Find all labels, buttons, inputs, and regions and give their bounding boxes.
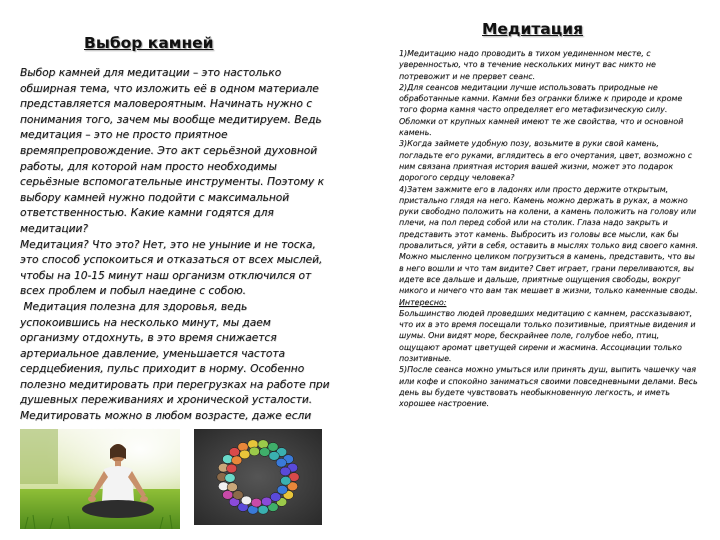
left-paragraph: Медитация полезна для здоровья, ведь успокоившись на несколько минут, мы даем организму отдохнуть, в это время снижается артериальное давление, уменьшается частота сердцебиения, пульс приходит в норму. Особенно полезно медитировать при перегрузках на работе при душевных переживаниях и хронической усталости. Медитировать можно в любом возрасте, даже если [20, 300, 330, 423]
right-paragraph: 2)Для сеансов медитации лучше использовать природные не обработанные камни. Камни без огранки ближе к природе и кроме того форма камня часто определяет его метафизическую силу. Обломки от крупных камней имеют те же свойства, что и основной камень. [399, 82, 684, 138]
meditation-photo [20, 429, 180, 529]
gemstone [281, 476, 291, 485]
gemstone [269, 452, 279, 461]
right-paragraph: Можно мысленно целиком погрузиться в камень, представить, что вы в него вошли и что там видите? Свет играет, грани переливаются, вы идете все дальше и дальше, приятные ощущения свободы, вокруг никого и ничего что вам так мешает в жизни, только каменные своды. [399, 252, 698, 296]
gemstone [249, 447, 259, 456]
gemstone [240, 450, 250, 459]
gemstone [270, 493, 280, 502]
gemstone [251, 498, 261, 507]
gemstone [260, 448, 270, 457]
gemstone [277, 485, 287, 494]
left-body [20, 66, 330, 440]
gemstone [229, 448, 239, 457]
gemstone [227, 483, 237, 492]
gemstone [241, 496, 251, 505]
right-paragraph: 3)Когда займете удобную позу, возьмите в руки свой камень, погладьте его руками, вглядитесь в его очертания, цвет, возможно с ним связана приятная история вашей жизни, может это подарок дорогого сердцу человека? [399, 139, 693, 183]
gemstone [276, 458, 286, 467]
left-paragraph: Медитация? Что это? Нет, это не уныние и не тоска, это способ успокоиться и отказаться от всех мыслей, чтобы на 10-15 минут наш организм отключился от всех проблем и побыл наедине с собою. [20, 238, 323, 298]
gemstone [226, 464, 236, 473]
gemstone [223, 455, 233, 464]
right-title: Медитация [482, 20, 584, 38]
gemstone [232, 456, 242, 465]
right-paragraph: 5)После сеанса можно умыться или принять душ, выпить чашечку чая или кофе и спокойно заниматься своими повседневными делами. Весь день вы будете чувствовать необыкновенную легкость, и иметь хорошее настроение. [399, 365, 698, 409]
right-paragraph: 4)Затем зажмите его в ладонях или просто держите открытым, пристально глядя на него. Камень можно держать в руках, а можно руки свободно положить на колени, а камень положить на голову или плечи, на пол перед собой или на столик. Глаза надо закрыть и представить этот камень. Выбросить из головы все мысли, как бы провалиться, уйти в себя, оставить в мыслях только вид своего камня. [399, 184, 698, 251]
right-paragraph: Большинство людей проведших медитацию с камнем, рассказывают, что их в это время посещали только позитивные, приятные видения и шумы. Они видят море, бескрайнее поле, голубое небо, птиц, ощущают аромат цветущей сирени и жасмина. Ассоциации только позитивные. [399, 308, 696, 364]
gemstone [233, 491, 243, 500]
gemstone [261, 497, 271, 506]
right-paragraph: 1)Медитацию надо проводить в тихом уединенном месте, с уверенностью, что в течение нескольких минут вас никто не потревожит и не прервет сеанс. [399, 49, 656, 81]
interesting-label: Интересно: [399, 297, 447, 307]
gemstone [225, 474, 235, 483]
stones-photo [194, 429, 322, 525]
gemstone [223, 491, 233, 500]
gemstone [258, 440, 268, 449]
right-body [399, 48, 701, 410]
left-paragraph: Выбор камней для медитации – это настолько обширная тема, что изложить её в одном материале представляется маловероятным. Начинать нужно с понимания того, зачем мы вообще медитируем. Ведь медитация – это не просто приятное времяпрепровождение. Это акт серьёзной духовной работы, для которой нам просто необходимы серьёзные вспомогательные инструменты. Поэтому к выбору камней нужно подойти с максимальной ответственностью. Какие камни годятся для медитации? [20, 67, 324, 235]
gemstone [280, 467, 290, 476]
gemstone [258, 505, 268, 514]
left-title: Выбор камней [84, 34, 214, 52]
